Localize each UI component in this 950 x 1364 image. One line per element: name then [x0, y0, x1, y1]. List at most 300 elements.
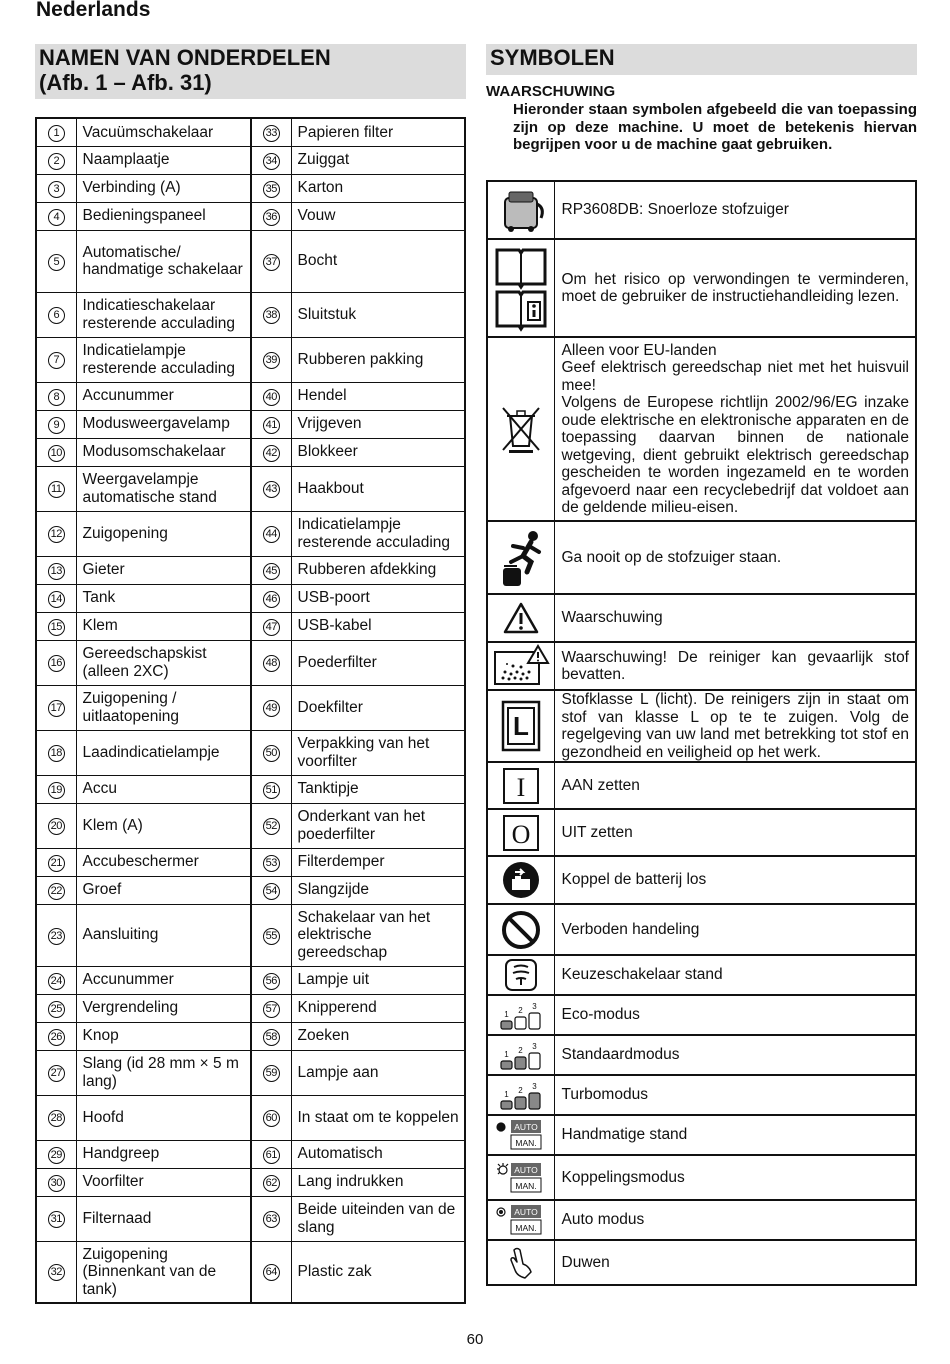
table-row	[36, 146, 465, 174]
part-name: Vouw	[297, 207, 336, 225]
table-row	[36, 438, 465, 466]
part-number: 35	[263, 181, 280, 198]
part-number: 32	[48, 1264, 65, 1281]
table-row	[36, 803, 465, 848]
symbol-description-line: RP3608DB: Snoerloze stofzuiger	[561, 201, 789, 219]
symbol-description	[554, 1075, 916, 1115]
part-name: Karton	[297, 179, 344, 197]
warning-text: Hieronder staan symbolen afgebeeld die van toepassing zijn op deze machine. U moet de betekenis hiervan begrijpen voor u de machine gaat gebruiken.	[513, 101, 917, 153]
symbol-row	[487, 337, 916, 521]
part-name: Poederfilter	[297, 653, 377, 671]
part-name-cell	[291, 1196, 465, 1241]
press-icon	[488, 1246, 554, 1280]
part-number: 15	[48, 619, 65, 636]
svg-text:AUTO: AUTO	[514, 1164, 538, 1175]
dust-class-l-icon	[488, 700, 554, 752]
symbol-description-line: Waarschuwing	[561, 609, 663, 627]
power-on-icon	[488, 767, 554, 805]
part-number: 21	[48, 855, 65, 872]
part-name: Indicatielampje resterende acculading	[82, 342, 236, 377]
symbol-row	[487, 521, 916, 594]
symbol-description	[554, 521, 916, 594]
part-number-cell	[36, 584, 76, 612]
part-number: 10	[48, 445, 65, 462]
standard-mode-icon	[488, 1039, 554, 1071]
table-row	[36, 202, 465, 230]
symbol-description	[554, 1155, 916, 1200]
part-number: 49	[263, 700, 280, 717]
symbol-description	[554, 762, 916, 809]
part-name-cell	[291, 1140, 465, 1168]
part-number-cell	[251, 1140, 291, 1168]
part-name-cell	[76, 230, 251, 292]
part-name-cell	[291, 1022, 465, 1050]
part-number: 2	[48, 153, 65, 170]
part-number: 4	[48, 209, 65, 226]
symbol-description	[554, 1240, 916, 1285]
part-name-cell	[291, 876, 465, 904]
table-row	[36, 584, 465, 612]
part-name-cell	[291, 438, 465, 466]
part-number-cell	[36, 556, 76, 584]
part-number-cell	[251, 612, 291, 640]
prohibited-icon	[488, 909, 554, 951]
part-number: 23	[48, 928, 65, 945]
part-number-cell	[251, 730, 291, 775]
table-row	[36, 848, 465, 876]
symbol-icon-cell	[487, 594, 554, 642]
symbols-table	[486, 180, 917, 1286]
part-number-cell	[36, 410, 76, 438]
part-name: Knipperend	[297, 999, 377, 1017]
part-number: 24	[48, 973, 65, 990]
part-number-cell	[36, 685, 76, 730]
part-number: 47	[263, 619, 280, 636]
part-name-cell	[76, 438, 251, 466]
part-number: 59	[263, 1065, 280, 1082]
part-number-cell	[36, 730, 76, 775]
part-number: 6	[48, 307, 65, 324]
table-row	[36, 612, 465, 640]
table-row	[36, 994, 465, 1022]
part-number-cell	[251, 876, 291, 904]
symbol-icon-cell	[487, 1075, 554, 1115]
symbol-description	[554, 809, 916, 856]
symbol-row	[487, 690, 916, 762]
part-name: Beide uiteinden van de slang	[297, 1201, 456, 1236]
part-name: Vacuümschakelaar	[82, 123, 214, 141]
part-name: Slang (id 28 mm × 5 m lang)	[82, 1055, 239, 1090]
part-number-cell	[36, 1241, 76, 1303]
part-name: Gereedschapskist (alleen 2XC)	[82, 645, 207, 680]
part-number-cell	[251, 146, 291, 174]
part-number: 39	[263, 352, 280, 369]
part-name: Handgreep	[82, 1145, 160, 1163]
part-name-cell	[76, 466, 251, 511]
part-name: Verpakking van het voorfilter	[297, 735, 430, 770]
part-number-cell	[251, 584, 291, 612]
symbol-row	[487, 1075, 916, 1115]
part-number: 33	[263, 125, 280, 142]
part-name: Automatische/ handmatige schakelaar	[82, 243, 243, 278]
part-name: Slangzijde	[297, 881, 370, 899]
part-name-cell	[76, 966, 251, 994]
symbol-description-line: Geef elektrisch gereedschap niet met het huisvuil mee!	[561, 359, 909, 394]
symbol-description	[554, 904, 916, 955]
part-name: Tanktipje	[297, 780, 359, 798]
part-number-cell	[36, 146, 76, 174]
symbol-row	[487, 762, 916, 809]
warning-title: WAARSCHUWING	[486, 83, 616, 100]
part-number: 31	[48, 1211, 65, 1228]
part-number-cell	[251, 1050, 291, 1095]
part-name: Automatisch	[297, 1145, 383, 1163]
part-number: 56	[263, 973, 280, 990]
table-row	[36, 118, 465, 146]
svg-text:1: 1	[504, 1050, 509, 1059]
part-name: Filterdemper	[297, 853, 385, 871]
part-name: Rubberen pakking	[297, 350, 424, 368]
part-number: 3	[48, 181, 65, 198]
part-name-cell	[76, 848, 251, 876]
part-name: Laadindicatielampje	[82, 743, 220, 761]
part-number-cell	[251, 556, 291, 584]
part-number: 9	[48, 417, 65, 434]
part-number-cell	[251, 994, 291, 1022]
part-number-cell	[251, 1196, 291, 1241]
part-name: Accunummer	[82, 971, 174, 989]
part-number-cell	[36, 202, 76, 230]
part-name: In staat om te koppelen	[297, 1108, 459, 1126]
part-name: Weergavelampje automatische stand	[82, 471, 217, 506]
symbol-icon-cell	[487, 521, 554, 594]
symbol-row	[487, 1115, 916, 1155]
table-row	[36, 292, 465, 337]
table-row	[36, 174, 465, 202]
table-row	[36, 1168, 465, 1196]
part-name: Verbinding (A)	[82, 179, 181, 197]
part-number-cell	[36, 1140, 76, 1168]
part-name: Indicatieschakelaar resterende acculading	[82, 297, 236, 332]
part-name-cell	[291, 803, 465, 848]
part-number: 44	[263, 526, 280, 543]
part-number-cell	[36, 118, 76, 146]
table-row	[36, 230, 465, 292]
part-name: Aansluiting	[82, 926, 159, 944]
part-name-cell	[76, 685, 251, 730]
table-row	[36, 730, 465, 775]
symbol-row	[487, 955, 916, 995]
part-number-cell	[251, 904, 291, 966]
part-name: Voorfilter	[82, 1173, 144, 1191]
part-name-cell	[76, 1241, 251, 1303]
read-manual-icon	[488, 244, 554, 332]
part-name: Zuigopening / uitlaatopening	[82, 690, 180, 725]
symbol-description-line: Volgens de Europese richtlijn 2002/96/EG inzake oude elektrische en elektronische apparaten en de toepassing daarvan binnen de nationale wetgeving, dient gebruikt elektrisch gereedschap gescheiden te worden ingezameld en te worden afgevoerd naar een recyclebedrijf dat voldoet aan de geldende milieu-eisen.	[561, 394, 909, 516]
symbol-description	[554, 856, 916, 904]
symbol-description-line: Eco-modus	[561, 1006, 640, 1024]
part-name-cell	[291, 202, 465, 230]
part-number-cell	[251, 803, 291, 848]
part-name-cell	[291, 994, 465, 1022]
part-number-cell	[251, 202, 291, 230]
part-number-cell	[251, 438, 291, 466]
symbol-description	[554, 337, 916, 521]
svg-text:MAN.: MAN.	[515, 1138, 537, 1148]
svg-text:L: L	[512, 711, 529, 741]
part-number: 13	[48, 563, 65, 580]
table-row	[36, 1196, 465, 1241]
part-name-cell	[76, 511, 251, 556]
part-number: 5	[48, 254, 65, 271]
parts-title-line2: (Afb. 1 – Afb. 31)	[39, 70, 212, 95]
table-row	[36, 1022, 465, 1050]
detach-battery-icon	[488, 860, 554, 900]
part-number: 30	[48, 1175, 65, 1192]
part-number-cell	[251, 466, 291, 511]
symbol-icon-cell	[487, 995, 554, 1035]
symbol-icon-cell	[487, 762, 554, 809]
table-row	[36, 410, 465, 438]
part-name: Zuigopening (Binnenkant van de tank)	[82, 1245, 217, 1298]
part-number-cell	[251, 382, 291, 410]
part-name-cell	[76, 1168, 251, 1196]
part-number: 8	[48, 389, 65, 406]
symbol-description	[554, 995, 916, 1035]
svg-text:3: 3	[532, 1082, 537, 1091]
part-name-cell	[76, 994, 251, 1022]
part-name-cell	[291, 685, 465, 730]
part-number: 58	[263, 1029, 280, 1046]
part-number: 16	[48, 655, 65, 672]
part-name-cell	[76, 202, 251, 230]
part-name-cell	[291, 1050, 465, 1095]
table-row	[36, 556, 465, 584]
part-number-cell	[36, 1196, 76, 1241]
pairing-mode-icon	[488, 1161, 554, 1195]
symbol-row	[487, 1240, 916, 1285]
part-name-cell	[76, 640, 251, 685]
symbol-row	[487, 239, 916, 337]
svg-text:AUTO: AUTO	[514, 1122, 538, 1132]
part-number: 48	[263, 655, 280, 672]
part-number: 64	[263, 1264, 280, 1281]
turbo-mode-icon	[488, 1079, 554, 1111]
part-number-cell	[251, 118, 291, 146]
symbol-description-line: Waarschuwing! De reiniger kan gevaarlijk stof bevatten.	[561, 648, 909, 683]
symbol-description	[554, 955, 916, 995]
part-name: Hoofd	[82, 1108, 124, 1126]
svg-text:1: 1	[504, 1090, 509, 1099]
do-not-stand-icon	[488, 526, 554, 590]
part-number: 45	[263, 563, 280, 580]
part-name-cell	[291, 612, 465, 640]
symbol-description-line: Koppel de batterij los	[561, 871, 707, 889]
symbol-row	[487, 856, 916, 904]
part-number-cell	[251, 1168, 291, 1196]
svg-text:2: 2	[518, 1086, 523, 1095]
table-row	[36, 466, 465, 511]
part-number-cell	[251, 337, 291, 382]
symbol-icon-cell	[487, 1155, 554, 1200]
part-name-cell	[291, 904, 465, 966]
part-name: Groef	[82, 881, 122, 899]
part-name: Doekfilter	[297, 698, 363, 716]
part-number-cell	[36, 337, 76, 382]
page-number: 60	[466, 1331, 484, 1348]
symbol-description-line: Standaardmodus	[561, 1046, 680, 1064]
table-row	[36, 640, 465, 685]
table-row	[36, 876, 465, 904]
part-name: USB-kabel	[297, 617, 372, 635]
part-number: 55	[263, 928, 280, 945]
part-name-cell	[291, 848, 465, 876]
part-number: 54	[263, 883, 280, 900]
part-name-cell	[76, 904, 251, 966]
part-name-cell	[291, 337, 465, 382]
svg-text:O: O	[511, 819, 531, 849]
part-name-cell	[76, 146, 251, 174]
hazardous-dust-icon	[488, 644, 554, 688]
part-number: 41	[263, 417, 280, 434]
part-name: Zuigopening	[82, 524, 168, 542]
part-name-cell	[76, 382, 251, 410]
manual-mode-icon	[488, 1118, 554, 1152]
part-name: Lang indrukken	[297, 1173, 404, 1191]
part-name: Knop	[82, 1027, 119, 1045]
symbol-icon-cell	[487, 955, 554, 995]
part-number: 11	[48, 481, 65, 498]
table-row	[36, 1095, 465, 1140]
part-name-cell	[291, 1168, 465, 1196]
table-row	[36, 511, 465, 556]
part-name-cell	[76, 1050, 251, 1095]
table-row	[36, 1241, 465, 1303]
part-number-cell	[36, 382, 76, 410]
part-name-cell	[76, 174, 251, 202]
table-row	[36, 382, 465, 410]
part-name: Naamplaatje	[82, 151, 170, 169]
symbol-description	[554, 1200, 916, 1240]
table-row	[36, 685, 465, 730]
part-number: 28	[48, 1110, 65, 1127]
table-row	[36, 775, 465, 803]
part-name: Accu	[82, 780, 117, 798]
symbol-description-line: Duwen	[561, 1253, 610, 1271]
part-number-cell	[251, 230, 291, 292]
part-name-cell	[291, 1095, 465, 1140]
part-number-cell	[36, 230, 76, 292]
part-name-cell	[291, 382, 465, 410]
part-number-cell	[251, 1241, 291, 1303]
svg-text:I: I	[516, 772, 526, 802]
part-number: 29	[48, 1147, 65, 1164]
part-name-cell	[76, 876, 251, 904]
part-number-cell	[36, 775, 76, 803]
symbol-description-line: Om het risico op verwondingen te verminderen, moet de gebruiker de instructiehandleiding lezen.	[561, 270, 909, 305]
symbol-icon-cell	[487, 1240, 554, 1285]
symbol-description	[554, 1115, 916, 1155]
part-number: 42	[263, 445, 280, 462]
part-number-cell	[251, 640, 291, 685]
part-number: 40	[263, 389, 280, 406]
part-name-cell	[76, 1140, 251, 1168]
part-name-cell	[76, 410, 251, 438]
part-name: Vergrendeling	[82, 999, 179, 1017]
part-name-cell	[291, 511, 465, 556]
part-number: 38	[263, 307, 280, 324]
symbol-row	[487, 904, 916, 955]
parts-table	[35, 117, 466, 1304]
part-name: Bedieningspaneel	[82, 207, 206, 225]
symbol-description	[554, 239, 916, 337]
symbol-description-line: Ga nooit op de stofzuiger staan.	[561, 548, 782, 566]
symbol-icon-cell	[487, 904, 554, 955]
part-name: Zuiggat	[297, 151, 350, 169]
part-number: 37	[263, 254, 280, 271]
part-number-cell	[251, 1095, 291, 1140]
part-name-cell	[291, 466, 465, 511]
part-number-cell	[251, 775, 291, 803]
symbol-row	[487, 181, 916, 239]
eco-mode-icon	[488, 999, 554, 1031]
part-number: 63	[263, 1211, 280, 1228]
part-name: Blokkeer	[297, 443, 358, 461]
part-number: 61	[263, 1147, 280, 1164]
part-number: 57	[263, 1001, 280, 1018]
part-name-cell	[76, 612, 251, 640]
part-number: 46	[263, 591, 280, 608]
part-name-cell	[291, 640, 465, 685]
part-name: Tank	[82, 589, 116, 607]
svg-text:2: 2	[518, 1006, 523, 1015]
part-name-cell	[291, 146, 465, 174]
parts-section-title	[35, 44, 466, 99]
part-name: Indicatielampje resterende acculading	[297, 516, 451, 551]
table-row	[36, 1140, 465, 1168]
symbol-icon-cell	[487, 690, 554, 762]
symbol-row	[487, 1155, 916, 1200]
table-row	[36, 1050, 465, 1095]
symbol-description-line: Auto modus	[561, 1211, 645, 1229]
part-number-cell	[36, 848, 76, 876]
part-number-cell	[36, 466, 76, 511]
part-name-cell	[291, 174, 465, 202]
part-name: Haakbout	[297, 479, 364, 497]
svg-text:MAN.: MAN.	[515, 1180, 537, 1191]
symbol-description-line: AAN zetten	[561, 776, 640, 794]
part-name-cell	[291, 292, 465, 337]
part-number: 25	[48, 1001, 65, 1018]
part-number: 19	[48, 782, 65, 799]
part-name-cell	[291, 775, 465, 803]
part-number: 7	[48, 352, 65, 369]
part-name-cell	[76, 1095, 251, 1140]
part-name-cell	[76, 118, 251, 146]
crossed-bin-icon	[488, 404, 554, 454]
part-name-cell	[291, 1241, 465, 1303]
part-number-cell	[36, 640, 76, 685]
mode-selector-icon	[488, 958, 554, 992]
part-name: Sluitstuk	[297, 305, 357, 323]
table-row	[36, 904, 465, 966]
part-name: Bocht	[297, 252, 338, 270]
part-name-cell	[76, 1196, 251, 1241]
part-number: 17	[48, 700, 65, 717]
symbol-description-line: Stofklasse L (licht). De reinigers zijn in staat om stof van klasse L op te te zuigen. Volg de regelgeving van uw land met betrekking tot stof en gezondheid en veiligheid op het werk.	[561, 691, 909, 761]
part-number: 20	[48, 818, 65, 835]
symbol-description	[554, 1035, 916, 1075]
